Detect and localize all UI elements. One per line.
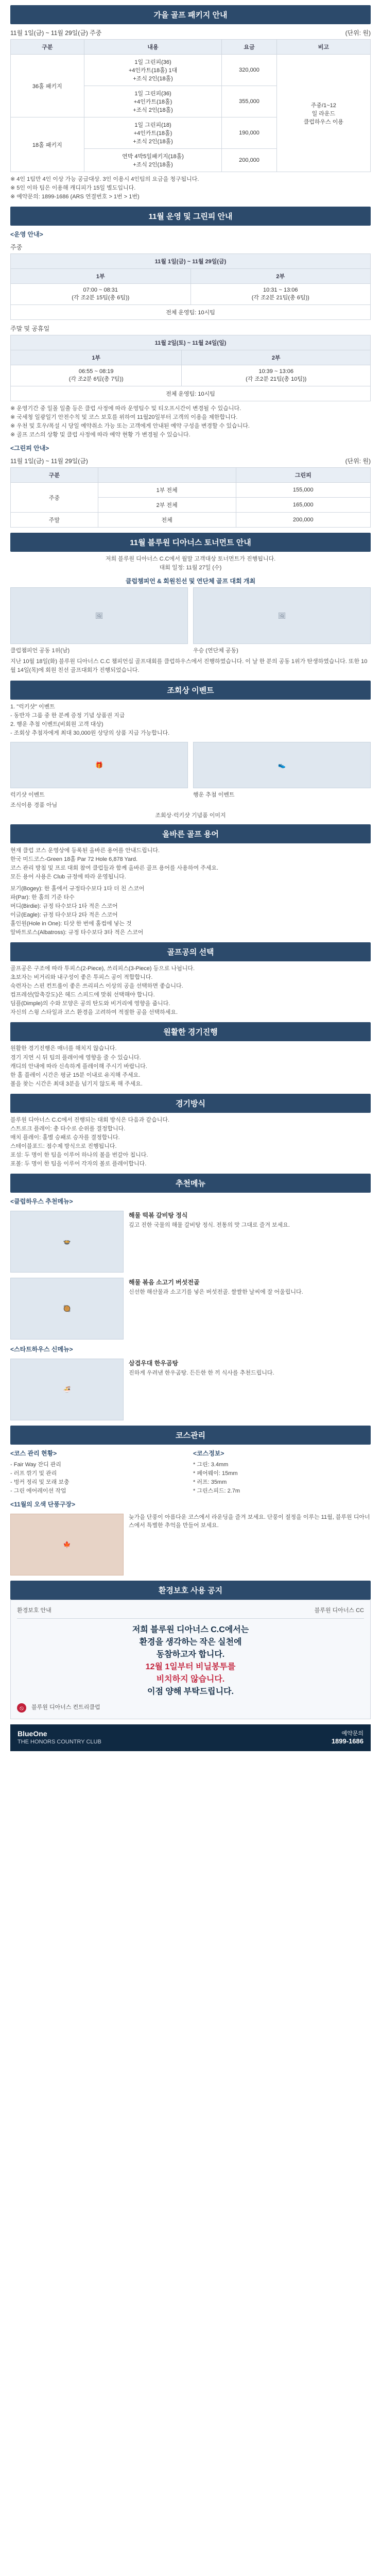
golf-ball-line: 자신의 스윙 스타일과 코스 환경을 고려하여 적절한 공을 선택하세요.: [10, 1009, 178, 1016]
golf-ball-line: 초보자는 비거리와 내구성이 좋은 투피스 공이 적합합니다.: [10, 974, 153, 981]
photo-icon: 🖼: [95, 612, 103, 620]
shoe-icon: 👟: [278, 761, 286, 769]
greenfee-cell: 165,000: [236, 498, 370, 513]
menu-item-name: 삼겹우대 한우곰탕: [129, 1359, 179, 1367]
menu-image: [10, 1211, 124, 1273]
footer-brand: BlueOne: [18, 1729, 47, 1738]
course-right-item: * 그린스피드: 2.7m: [193, 1488, 240, 1495]
package-section: [10, 5, 371, 201]
environment-section: [10, 1581, 371, 1719]
footer: [10, 1724, 371, 1752]
weekend-cell: 06:55 ~ 08:19 (각 조2분 6팀(총 7팀)): [11, 365, 182, 386]
weekend-header-2: 2부: [182, 350, 371, 365]
event-image-right-label: 행운 추첨 이벤트: [193, 791, 235, 798]
greenfee-unit: (단위: 원): [345, 457, 371, 465]
pace-line: 캐디의 안내에 따라 신속하게 플레이해 주시기 바랍니다.: [10, 1063, 147, 1070]
schedule-note: ※ 우천 및 호우/폭설 시 당일 예약취소 가능 또는 고객에게 안내된 예약 구성을 변경할 수 있습니다.: [10, 423, 250, 430]
weekend-label: 주말 및 공휴일: [10, 325, 50, 333]
tournament-photo-right: [193, 587, 371, 644]
weekday-header-2: 2부: [190, 269, 371, 284]
package-note: ※ 4인 1팀만 4인 이상 가능 공급대상. 3인 이용시 4인팀의 요금을 청구됩니다.: [10, 176, 199, 182]
event-image-left: [10, 742, 188, 788]
menu-sub-label: <스타트하우스 신메뉴>: [10, 1345, 73, 1353]
format-body: [10, 1116, 371, 1168]
course-right-list: [193, 1461, 371, 1496]
package-title: 가을 골프 패키지 안내: [10, 5, 371, 24]
schedule-title: 11월 운영 및 그린피 안내: [10, 207, 371, 226]
tournament-photo-caption: 클럽챔피언 & 회원친선 및 연단체 골프 대회 개최: [125, 578, 256, 585]
environment-line: 환경을 생각하는 작은 실천에: [139, 1637, 242, 1647]
menu-title: 추천메뉴: [10, 1174, 371, 1193]
package-period: [10, 28, 371, 37]
tournament-photos: [10, 587, 371, 654]
golf-terms-body: [10, 846, 371, 882]
pace-line: 한 홀 플레이 시간은 평균 15분 이내로 유지해 주세요.: [10, 1072, 141, 1078]
course-left-item: - 러프 깎기 및 관리: [10, 1470, 57, 1477]
package-notes: [10, 175, 371, 201]
greenfee-cell: 주중: [11, 483, 98, 513]
format-line: 포볼: 두 명이 한 팀을 이루어 각자의 볼로 플레이합니다.: [10, 1160, 147, 1167]
package-cell-content: 연박 4박5일패키지(18홀) +조식 2인(18홀): [84, 149, 222, 172]
weekend-row: [11, 365, 371, 386]
greenfee-table: [10, 467, 371, 528]
footer-subtitle: THE HONORS COUNTRY CLUB: [18, 1738, 101, 1745]
event-item: - 조회상 추첨자에게 최대 30,000원 상당의 상품 지급 가능합니다.: [10, 730, 170, 736]
environment-card: [10, 1600, 371, 1719]
course-right-item: * 러프: 35mm: [193, 1479, 227, 1486]
pace-title: 원활한 경기진행: [10, 1022, 371, 1041]
greenfee-period-text: 11월 1일(금) ~ 11월 29일(금): [10, 457, 88, 465]
package-row: [11, 55, 371, 86]
event-image-caption: 조회상·럭키샷 기념품 이미지: [155, 812, 226, 819]
format-line: 매치 플레이: 홀별 승패로 승자를 결정합니다.: [10, 1134, 120, 1141]
event-item: 1. "럭키샷" 이벤트: [10, 703, 55, 710]
schedule-note: ※ 골프 코스의 상황 및 클럽 사정에 따라 예약 현황 가 변경될 수 있습니다.: [10, 432, 190, 438]
footer-brand-wrap: [18, 1730, 101, 1747]
event-image-left-label: 럭키샷 이벤트: [10, 791, 45, 798]
package-header-price: 요금: [222, 40, 276, 55]
event-item: 2. 행운 추첨 이벤트(비회원 고객 대상): [10, 721, 103, 727]
gift-icon: 🎁: [95, 761, 103, 769]
package-note: ※ 5인 이하 팀은 이용해 캐디피가 15일 별도입니다.: [10, 185, 136, 192]
tournament-body: [10, 555, 371, 572]
package-note: ※ 예약문의: 1899-1686 (ARS 연결번호 > 1번 > 1번): [10, 194, 140, 200]
environment-line: 비치하지 않습니다.: [156, 1674, 225, 1684]
package-cell-content: 1일 그린피(36) +4인카트(18홀) 1대 +조식 2인(18홀): [84, 55, 222, 86]
menu-section: [10, 1174, 371, 1420]
tournament-text: 저희 블루원 디아너스 C.C에서 월말 고객대상 토너먼트가 진행됩니다.: [105, 556, 276, 563]
format-title: 경기방식: [10, 1094, 371, 1113]
greenfee-row: [11, 513, 371, 528]
weekday-total: 전체 운영팀: 10시팀: [11, 305, 371, 320]
footer-contact: [332, 1731, 363, 1745]
environment-top-label: 환경보호 안내: [17, 1607, 51, 1614]
golf-ball-body: [10, 964, 371, 1017]
course-right-label: <코스정보>: [193, 1449, 224, 1457]
golf-terms-line: 코스 관리 방침 및 프로 대회 참여 클럽들과 함께 올바른 골프 용어를 사용하여 주세요.: [10, 865, 219, 871]
greenfee-cell: 주말: [11, 513, 98, 528]
schedule-section: [10, 207, 371, 528]
menu-item-desc: 깊고 진한 국물의 해물 갈비탕 정식. 전통의 맛 그대로 즐겨 보세요.: [129, 1222, 290, 1228]
pace-line: 볼을 찾는 시간은 최대 3분을 넘기지 않도록 해 주세요.: [10, 1080, 143, 1087]
format-line: 포섬: 두 명이 한 팀을 이루어 하나의 볼을 번갈아 칩니다.: [10, 1151, 148, 1158]
weekday-row: [11, 284, 371, 305]
no-plastic-icon: ⦸: [17, 1703, 26, 1713]
event-list: [10, 703, 371, 738]
menu-item-desc: 신선한 해산물과 소고기를 넣은 버섯전골. 쌀쌀한 날씨에 잘 어울립니다.: [129, 1289, 303, 1295]
course-left-label: <코스 관리 현황>: [10, 1449, 57, 1457]
event-item: - 동반자 그룹 중 한 분께 증정 기념 상품권 지급: [10, 712, 125, 719]
course-left-item: - 그린 에어레이션 작업: [10, 1488, 66, 1495]
golf-term: 버디(Birdie): 규정 타수보다 1타 적은 스코어: [10, 903, 118, 909]
golf-terms-line: 현재 클럽 코스 운영상에 등록된 올바른 용어를 안내드립니다.: [10, 847, 160, 854]
event-title: 조회상 이벤트: [10, 681, 371, 700]
food-icon: 🍲: [63, 1238, 71, 1245]
greenfee-cell: 155,000: [236, 483, 370, 498]
package-header-note: 비고: [276, 40, 370, 55]
package-cell-price: 200,000: [222, 149, 276, 172]
course-section: [10, 1426, 371, 1575]
package-header-content: 내용: [84, 40, 222, 55]
tournament-schedule: 대회 일정: 11월 27일 (수): [159, 565, 222, 571]
food-icon: 🥘: [63, 1304, 71, 1312]
course-left-list: [10, 1461, 188, 1496]
menu-item: [10, 1211, 371, 1273]
environment-footer-brand: 블루원 디아너스 컨트리클럽: [31, 1704, 100, 1711]
weekend-total: 전체 운영팀: 10시팀: [11, 386, 371, 401]
environment-top-right: 블루원 디아너스 CC: [314, 1607, 364, 1614]
package-cell-price: 190,000: [222, 117, 276, 149]
weekday-header-1: 1부: [11, 269, 191, 284]
menu-item-desc: 진하게 우려낸 한우곰탕. 든든한 한 끼 식사를 추천드립니다.: [129, 1369, 274, 1376]
package-cell-note: 주중/1~12 일 라운드 클럽하우스 이용: [276, 55, 370, 172]
tournament-section: [10, 533, 371, 675]
greenfee-period: [10, 456, 371, 465]
pace-line: 경기 지연 시 뒤 팀의 플레이에 영향을 줄 수 있습니다.: [10, 1054, 141, 1061]
golf-term: 홀인원(Hole in One): 티샷 한 번에 홀컵에 넣는 것: [10, 921, 132, 927]
pace-section: [10, 1022, 371, 1088]
package-cell-price: 320,000: [222, 55, 276, 86]
greenfee-header-fee: 그린피: [236, 468, 370, 483]
weekend-header-1: 1부: [11, 350, 182, 365]
golf-ball-section: [10, 942, 371, 1017]
schedule-notes: [10, 404, 371, 439]
golf-terms-section: [10, 824, 371, 937]
environment-line: 저희 블루원 디아너스 C.C에서는: [132, 1625, 249, 1634]
greenfee-header-type: 구분: [11, 468, 98, 483]
event-image-left-desc: 조식이용 경품 아님: [10, 802, 58, 808]
greenfee-cell: 전체: [98, 513, 236, 528]
greenfee-row: [11, 483, 371, 498]
format-line: 블루원 디아너스 C.C에서 진행되는 대회 방식은 다음과 같습니다.: [10, 1116, 170, 1123]
menu-item-name: 해물 떡볶 갈비탕 정식: [129, 1211, 188, 1219]
pace-body: [10, 1044, 371, 1088]
tournament-title: 11월 블루원 디아너스 토너먼트 안내: [10, 533, 371, 552]
menu-image: [10, 1359, 124, 1420]
footer-contact-number: 1899-1686: [331, 1737, 363, 1745]
schedule-note: ※ 운영기간 중 일몰 일출 등은 클럽 사정에 따라 운영팀수 및 티오프시간이 변경될 수 있습니다.: [10, 405, 241, 412]
golf-term: 이글(Eagle): 규정 타수보다 2타 적은 스코어: [10, 912, 118, 919]
greenfee-header-session: [98, 468, 236, 483]
greenfee-cell: 1부 전체: [98, 483, 236, 498]
course-left-item: - Fair Way 잔디 관리: [10, 1461, 61, 1468]
menu-intro: <클럽하우스 추천메뉴>: [10, 1197, 73, 1205]
photo-icon: 🖼: [278, 612, 286, 620]
event-image-right: [193, 742, 371, 788]
package-cell-price: 355,000: [222, 86, 276, 117]
package-unit: (단위: 원): [345, 29, 371, 37]
menu-image: [10, 1278, 124, 1340]
weekday-cell: 10:31 ~ 13:06 (각 조2분 21팀(총 6팀)): [190, 284, 371, 305]
weekend-table: [10, 335, 371, 401]
environment-title: 환경보호 사용 공지: [10, 1581, 371, 1600]
golf-terms-line: 한국 미드코스-Green 18홀 Par 72 Hole 6,878 Yard.: [10, 856, 138, 862]
golf-ball-line: 딤플(Dimple)의 수와 모양은 공의 탄도와 비거리에 영향을 줍니다.: [10, 1001, 170, 1007]
environment-bottom: [17, 1703, 364, 1713]
footer-contact-label: 예약문의: [341, 1730, 363, 1737]
pace-line: 원활한 경기진행은 매너를 해치지 않습니다.: [10, 1045, 117, 1052]
package-cell-type: 36홀 패키지: [11, 55, 84, 117]
format-line: 스트로크 플레이: 총 타수로 순위를 결정합니다.: [10, 1125, 126, 1132]
greenfee-cell: 200,000: [236, 513, 370, 528]
tournament-body2: 지난 10월 18일(화) 블루원 디아너스 C.C 챔피언십 골프대회를 클럽하우스에서 진행하였습니다. 이 날 한 분의 공동 1위가 탄생하였습니다. 또한 10월 14일(목)에 회원 친선 골프대회가 진행되었습니다.: [10, 658, 368, 674]
weekday-period: 11월 1일(금) ~ 11월 29일(금): [11, 254, 371, 269]
food-icon: 🍜: [63, 1385, 71, 1393]
environment-notice: [17, 1624, 364, 1698]
golf-terms-title: 올바른 골프 용어: [10, 824, 371, 843]
course-title: 코스관리: [10, 1426, 371, 1445]
menu-item: [10, 1278, 371, 1340]
weekday-cell: 07:00 ~ 08:31 (각 조2분 15팀(총 6팀)): [11, 284, 191, 305]
golf-ball-title: 골프공의 선택: [10, 942, 371, 961]
golf-ball-line: 컴프레션(압축강도)은 헤드 스피드에 맞춰 선택해야 합니다.: [10, 992, 155, 998]
schedule-label: <운영 안내>: [10, 231, 43, 239]
schedule-note: ※ 국세청 일광일기 안전수칙 및 코스 보호를 위하여 11월20일부터 고객의 이용을 제한합니다.: [10, 414, 238, 421]
weekday-label: 주중: [10, 244, 23, 251]
page: [10, 0, 371, 2576]
greenfee-cell: 2부 전체: [98, 498, 236, 513]
environment-line: 동참하고자 합니다.: [156, 1650, 225, 1659]
autumn-image: [10, 1514, 124, 1575]
course-right-item: * 페어웨이: 15mm: [193, 1470, 238, 1477]
tournament-photo-left: [10, 587, 188, 644]
course-info: [10, 1445, 371, 1496]
course-left-item: - 벙커 정리 및 모래 보충: [10, 1479, 70, 1486]
package-table: [10, 39, 371, 172]
menu-item: [10, 1359, 371, 1420]
weekday-table: [10, 253, 371, 320]
format-line: 스테이블포드: 점수제 방식으로 진행됩니다.: [10, 1143, 117, 1149]
package-header-type: 구분: [11, 40, 84, 55]
autumn-desc: 늦가을 단풍이 아름다운 코스에서 라운딩을 즐겨 보세요. 단풍이 절정을 이루는 11월, 블루원 디아너스에서 특별한 추억을 만들어 보세요.: [129, 1514, 370, 1529]
package-period-label: 11월 1일(금) ~ 11월 29일(금) 주중: [10, 29, 102, 37]
environment-top: [17, 1606, 364, 1619]
weekend-period: 11월 2일(토) ~ 11월 24일(일): [11, 335, 371, 350]
autumn-image-icon: 🍁: [63, 1541, 71, 1549]
tournament-photo-left-caption: 클럽챔피언 공동 1위(남): [10, 648, 70, 654]
environment-line: 12월 1일부터 비닐봉투를: [145, 1662, 236, 1671]
environment-line: 이점 양해 부탁드립니다.: [147, 1687, 234, 1696]
format-section: [10, 1094, 371, 1168]
golf-terms-list: [10, 885, 371, 937]
course-right-item: * 그린: 3.4mm: [193, 1461, 229, 1468]
golf-ball-line: 숙련자는 스핀 컨트롤이 좋은 쓰리피스 이상의 공을 선택하면 좋습니다.: [10, 983, 183, 990]
weekend-cell: 10:39 ~ 13:06 (각 조2분 21팀(총 10팀)): [182, 365, 371, 386]
autumn-label: <11월의 오색 단풍구장>: [10, 1501, 76, 1509]
package-cell-type: 18홀 패키지: [11, 117, 84, 172]
event-section: [10, 681, 371, 819]
package-cell-content: 1일 그린피(36) +4인카트(18홀) +조식 2인(18홀): [84, 86, 222, 117]
event-images: [10, 742, 371, 809]
tournament-photo-right-caption: 우승 (연단체 공동): [193, 648, 238, 654]
autumn-item: [10, 1514, 371, 1575]
golf-term: 알바트로스(Albatross): 규정 타수보다 3타 적은 스코어: [10, 929, 144, 936]
golf-term: 파(Par): 한 홀의 기준 타수: [10, 894, 75, 901]
golf-term: 보기(Bogey): 한 홀에서 규정타수보다 1타 더 친 스코어: [10, 885, 145, 892]
golf-terms-line: 모든 용어 사용은 Club 규정에 따라 운영됩니다.: [10, 873, 126, 880]
golf-ball-line: 골프공은 구조에 따라 투피스(2-Piece), 쓰리피스(3-Piece) 등으로 나뉩니다.: [10, 965, 195, 972]
greenfee-label: <그린피 안내>: [10, 445, 49, 452]
package-cell-content: 1일 그린피(18) +4인카트(18홀) +조식 2인(18홀): [84, 117, 222, 149]
menu-item-name: 해물 볶음 소고기 버섯전골: [129, 1278, 200, 1286]
